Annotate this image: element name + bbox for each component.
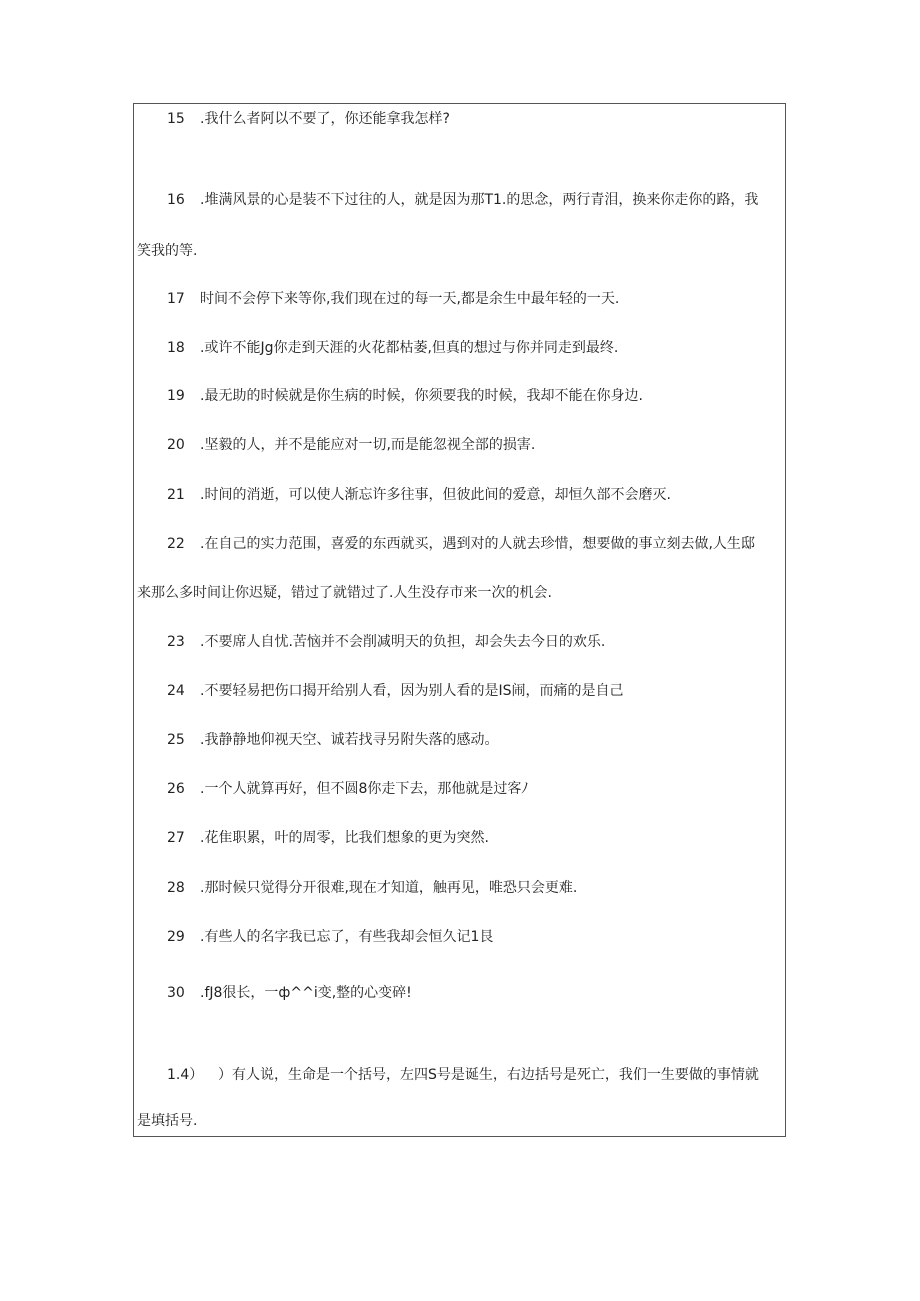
item-number: 25: [167, 732, 185, 748]
item-number: 22: [167, 536, 185, 552]
item-text: .最无助的时候就是你生病的时候，你须要我的时候，我却不能在你身边.: [200, 388, 643, 404]
item-text: .坚毅的人，并不是能应对一切,而是能忽视全部的损害.: [200, 437, 536, 453]
closing-text-continuation: 是填括号.: [137, 1113, 198, 1129]
item-text: .花隹职累，叶的周零，比我们想象的更为突然.: [200, 830, 489, 846]
item-text: .不要轻易把伤口揭开给别人看，因为别人看的是IS闹，而痛的是自己: [200, 683, 624, 699]
item-number: 21: [167, 487, 185, 503]
item-text: 时间不会停下来等你,我们现在过的每一天,都是余生中最年轻的一天.: [200, 291, 620, 307]
item-number: 15: [167, 111, 185, 127]
item-text: .在自己的实力范围，喜爱的东西就买，遇到对的人就去珍惜，想要做的事立刻去做,人生邸: [200, 536, 755, 552]
item-text-continuation: 笑我的等.: [137, 243, 198, 259]
item-number: 29: [167, 929, 185, 945]
item-number: 26: [167, 781, 185, 797]
item-text: .或许不能Jg你走到天涯的火花都枯萎,但真的想过与你并同走到最终.: [200, 340, 619, 356]
item-text: .一个人就算再好，但不圆8你走下去，那他就是过客ﾉ: [200, 781, 529, 797]
document-frame: [133, 103, 786, 1137]
item-text: .堆满风景的心是装不下过往的人，就是因为那T1.的思念，两行青泪，换来你走你的路，我: [200, 192, 759, 208]
item-text: .不要席人自忧.苦恼并不会削减明天的负担，却会失去今日的欢乐.: [200, 634, 606, 650]
item-text: .我什么者阿以不要了，你还能拿我怎样?: [200, 111, 450, 127]
item-number: 24: [167, 683, 185, 699]
item-text: .那时候只觉得分开很难,现在才知道，触再见，唯恐只会更难.: [200, 880, 578, 896]
item-number: 28: [167, 880, 185, 896]
item-number: 30: [167, 985, 185, 1001]
item-number: 17: [167, 291, 185, 307]
item-text: .有些人的名字我已忘了，有些我却会恒久记1艮: [200, 929, 494, 945]
closing-number: 1.4）: [167, 1067, 204, 1083]
item-number: 18: [167, 340, 185, 356]
item-number: 23: [167, 634, 185, 650]
item-number: 20: [167, 437, 185, 453]
item-number: 27: [167, 830, 185, 846]
closing-text: ）有人说，生命是一个括号，左四S号是诞生，右边括号是死亡，我们一生要做的事情就: [218, 1067, 759, 1083]
item-text: .我静静地仰视天空、诚若找寻另附失落的感动。: [200, 732, 499, 748]
item-text: .时间的消逝，可以使人渐忘许多往事，但彼此间的爱意，却恒久部不会磨灭.: [200, 487, 671, 503]
item-text: .fJ8很长，一ф^^i变,整的心变碎!: [200, 985, 412, 1001]
item-number: 19: [167, 388, 185, 404]
item-text-continuation: 来那么多时间让你迟疑，错过了就错过了.人生没存市来一次的机会.: [137, 585, 552, 601]
item-number: 16: [167, 192, 185, 208]
